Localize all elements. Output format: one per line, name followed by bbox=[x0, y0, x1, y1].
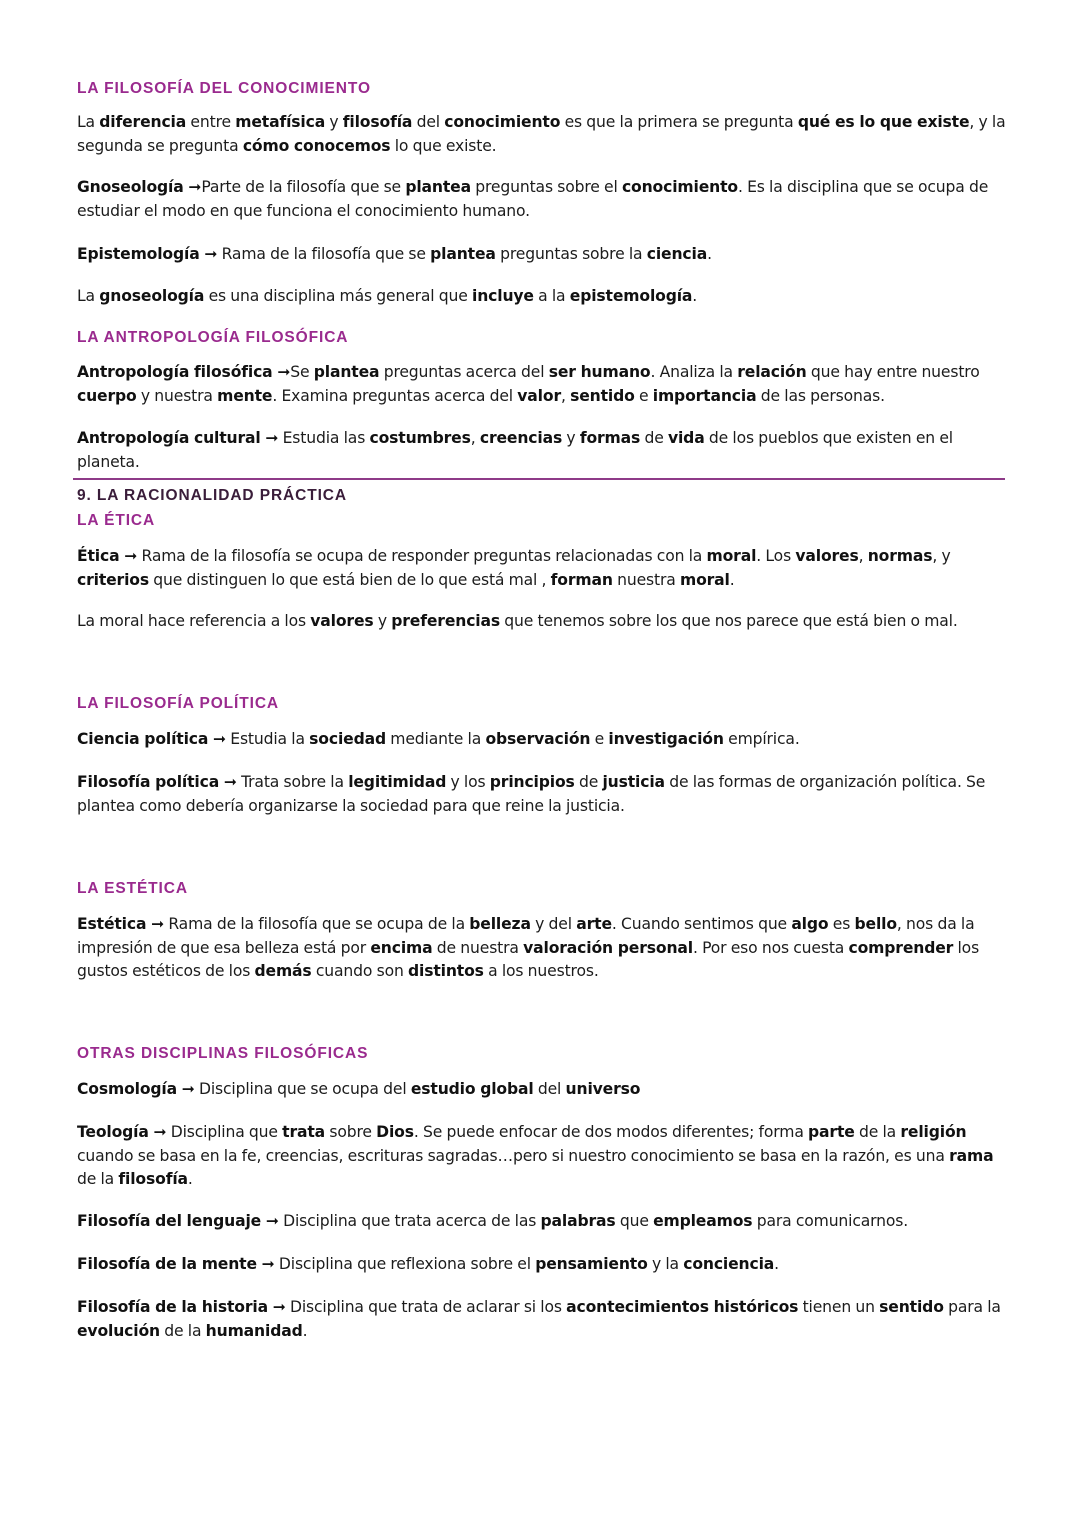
bold-term: ciencia bbox=[646, 245, 708, 263]
text-run: de los pueblos que existen en el planeta. bbox=[77, 429, 953, 471]
text-run: , nos da la impresión de que esa belleza está por bbox=[77, 915, 975, 957]
bold-term: importancia bbox=[652, 386, 757, 405]
bold-term: incluye bbox=[472, 287, 534, 305]
text-run: de bbox=[640, 429, 668, 447]
text-run: . Es la disciplina que se ocupa de estudiar el modo en que funciona el conocimiento humano. bbox=[77, 178, 989, 220]
bold-term: Epistemología ➞ bbox=[77, 245, 218, 263]
text-run: Rama de la filosofía se ocupa de responder preguntas relacionadas con la bbox=[137, 547, 707, 565]
text-run: empírica. bbox=[723, 730, 800, 748]
paragraph bbox=[77, 610, 1007, 634]
bold-term: Filosofía del lenguaje ➞ bbox=[77, 1212, 279, 1230]
bold-term: encima bbox=[370, 938, 433, 957]
bold-term: palabras bbox=[540, 1212, 616, 1230]
text-run: tienen un bbox=[798, 1298, 880, 1316]
bold-term: humanidad bbox=[205, 1321, 303, 1340]
section-divider bbox=[73, 478, 1005, 480]
section-heading-antropologia: LA ANTROPOLOGÍA FILOSÓFICA bbox=[77, 329, 349, 346]
bold-term: Filosofía de la historia ➞ bbox=[77, 1298, 286, 1316]
text-run: y la bbox=[647, 1255, 684, 1273]
bold-term: Ciencia política ➞ bbox=[77, 730, 226, 748]
text-run: es bbox=[828, 915, 855, 933]
bold-term: sentido bbox=[570, 386, 635, 405]
bold-term: valores bbox=[310, 612, 374, 630]
text-run: Trata sobre la bbox=[236, 773, 349, 791]
text-run: . Los bbox=[756, 547, 796, 565]
text-run: mediante la bbox=[385, 730, 486, 748]
bold-term: cómo conocemos bbox=[242, 136, 391, 155]
bold-term: sentido bbox=[879, 1298, 944, 1316]
bold-term: algo bbox=[791, 915, 829, 933]
text-run: La bbox=[77, 287, 100, 305]
definition-teologia bbox=[77, 1121, 1007, 1192]
text-run: y bbox=[373, 612, 392, 630]
text-run: . bbox=[707, 245, 712, 263]
paragraph bbox=[77, 285, 1007, 309]
bold-term: justicia bbox=[602, 773, 665, 791]
bold-term: moral bbox=[706, 547, 757, 565]
bold-term: qué es lo que existe bbox=[797, 113, 970, 131]
bold-term: relación bbox=[737, 363, 807, 381]
definition-etica bbox=[77, 545, 1007, 592]
text-run: y bbox=[562, 429, 580, 447]
bold-term: acontecimientos históricos bbox=[566, 1298, 799, 1316]
definition-filosofia-politica bbox=[77, 771, 1007, 818]
bold-term: mente bbox=[217, 386, 273, 405]
text-run: . bbox=[729, 570, 735, 589]
text-run: preguntas sobre el bbox=[470, 178, 622, 196]
text-run: de la bbox=[854, 1123, 901, 1141]
bold-term: empleamos bbox=[653, 1212, 753, 1230]
text-run: para comunicarnos. bbox=[752, 1212, 909, 1230]
text-run: es que la primera se pregunta bbox=[560, 113, 798, 131]
text-run: y los bbox=[446, 773, 490, 791]
text-run: Estudia las bbox=[278, 429, 370, 447]
text-run: Disciplina que reflexiona sobre el bbox=[274, 1255, 536, 1273]
text-run: Disciplina que trata de aclarar si los bbox=[285, 1298, 567, 1316]
text-run: . bbox=[302, 1321, 308, 1340]
definition-filosofia-historia bbox=[77, 1296, 1007, 1343]
bold-term: Gnoseología ➞ bbox=[77, 178, 202, 196]
section-heading-politica: LA FILOSOFÍA POLÍTICA bbox=[77, 695, 280, 712]
bold-term: estudio global bbox=[410, 1080, 534, 1098]
text-run: de las personas. bbox=[756, 386, 885, 405]
bold-term: conocimiento bbox=[444, 113, 561, 131]
text-run: . Por eso nos cuesta bbox=[692, 938, 849, 957]
bold-term: legitimidad bbox=[348, 773, 447, 791]
definition-filosofia-lenguaje bbox=[77, 1210, 1007, 1234]
bold-term: Ética ➞ bbox=[77, 547, 138, 565]
text-run: Se bbox=[290, 363, 314, 381]
bold-term: Dios bbox=[376, 1123, 414, 1141]
text-run: los gustos estéticos de los bbox=[77, 938, 980, 980]
bold-term: moral bbox=[679, 570, 730, 589]
bold-term: religión bbox=[900, 1123, 967, 1141]
text-run: Rama de la filosofía que se ocupa de la bbox=[164, 915, 470, 933]
bold-term: gnoseología bbox=[99, 287, 205, 305]
text-run: de la bbox=[77, 1170, 119, 1188]
text-run: de nuestra bbox=[432, 938, 524, 957]
bold-term: valoración personal bbox=[523, 938, 693, 957]
bold-term: belleza bbox=[469, 915, 531, 933]
text-run: . bbox=[774, 1255, 779, 1273]
text-run: nuestra bbox=[612, 570, 680, 589]
text-run: Disciplina que se ocupa del bbox=[194, 1080, 411, 1098]
section-heading-etica: LA ÉTICA bbox=[77, 512, 156, 529]
bold-term: demás bbox=[254, 962, 312, 980]
bold-term: Estética ➞ bbox=[77, 915, 165, 933]
text-run: cuando se basa en la fe, creencias, escrituras sagradas…pero si nuestro conocimiento se basa en la razón, es una bbox=[77, 1146, 950, 1165]
bold-term: epistemología bbox=[569, 287, 693, 305]
definition-cosmologia bbox=[77, 1078, 1007, 1102]
bold-term: criterios bbox=[77, 570, 149, 589]
text-run: preguntas acerca del bbox=[379, 363, 549, 381]
definition-ciencia-politica bbox=[77, 728, 1007, 752]
bold-term: valor bbox=[517, 386, 561, 405]
bold-term: sociedad bbox=[309, 730, 386, 748]
bold-term: comprender bbox=[848, 938, 954, 957]
bold-term: forman bbox=[550, 570, 613, 589]
text-run: La moral hace referencia a los bbox=[77, 612, 311, 630]
bold-term: metafísica bbox=[235, 113, 326, 131]
bold-term: arte bbox=[576, 915, 612, 933]
bold-term: ser humano bbox=[548, 363, 651, 381]
text-run: . Analiza la bbox=[650, 363, 738, 381]
text-run: de las formas de organización política. Se plantea como debería organizarse la sociedad para que reine la justicia. bbox=[77, 773, 986, 815]
definition-filosofia-mente bbox=[77, 1253, 1007, 1277]
text-run: que bbox=[615, 1212, 654, 1230]
text-run: , bbox=[470, 429, 480, 447]
text-run: para la bbox=[943, 1298, 1001, 1316]
text-run: . bbox=[187, 1170, 193, 1188]
text-run: , y bbox=[932, 547, 951, 565]
bold-term: bello bbox=[854, 915, 897, 933]
bold-term: trata bbox=[282, 1123, 326, 1141]
text-run: a los nuestros. bbox=[483, 962, 599, 980]
bold-term: universo bbox=[565, 1080, 641, 1098]
text-run: lo que existe. bbox=[390, 136, 497, 155]
paragraph bbox=[77, 111, 1007, 158]
bold-term: conciencia bbox=[683, 1255, 775, 1273]
bold-term: parte bbox=[808, 1123, 855, 1141]
text-run: es una disciplina más general que bbox=[204, 287, 473, 305]
bold-term: costumbres bbox=[369, 429, 471, 447]
bold-term: plantea bbox=[430, 245, 496, 263]
text-run: Disciplina que bbox=[166, 1123, 283, 1141]
text-run: Disciplina que trata acerca de las bbox=[278, 1212, 541, 1230]
bold-term: Antropología cultural ➞ bbox=[77, 429, 279, 447]
section-heading-conocimiento: LA FILOSOFÍA DEL CONOCIMIENTO bbox=[77, 80, 371, 97]
text-run: . Cuando sentimos que bbox=[611, 915, 792, 933]
bold-term: formas bbox=[579, 429, 641, 447]
definition-estetica bbox=[77, 913, 1007, 984]
bold-term: Teología ➞ bbox=[77, 1123, 167, 1141]
text-run: e bbox=[590, 730, 609, 748]
text-run: de la bbox=[159, 1321, 206, 1340]
bold-term: plantea bbox=[405, 178, 471, 196]
text-run: que distinguen lo que está bien de lo que está mal , bbox=[149, 570, 551, 589]
definition-antropologia-cultural bbox=[77, 427, 1007, 474]
bold-term: creencias bbox=[479, 429, 563, 447]
text-run: entre bbox=[186, 113, 236, 131]
text-run: Parte de la filosofía que se bbox=[201, 178, 406, 196]
text-run: que tenemos sobre los que nos parece que está bien o mal. bbox=[499, 612, 958, 630]
bold-term: valores bbox=[795, 547, 859, 565]
definition-gnoseologia bbox=[77, 176, 1007, 223]
text-run: e bbox=[634, 386, 653, 405]
bold-term: filosofía bbox=[342, 113, 413, 131]
text-run: a la bbox=[533, 287, 570, 305]
bold-term: Cosmología ➞ bbox=[77, 1080, 195, 1098]
bold-term: normas bbox=[867, 547, 933, 565]
text-run: . Se puede enfocar de dos modos diferentes; forma bbox=[413, 1123, 809, 1141]
text-run: preguntas sobre la bbox=[495, 245, 647, 263]
text-run: , bbox=[560, 386, 571, 405]
text-run: y bbox=[325, 113, 343, 131]
bold-term: preferencias bbox=[391, 612, 500, 630]
text-run: . bbox=[692, 287, 698, 305]
text-run: , y la segunda se pregunta bbox=[77, 113, 1006, 155]
bold-term: principios bbox=[489, 773, 575, 791]
bold-term: investigación bbox=[608, 730, 724, 748]
text-run: , bbox=[858, 547, 868, 565]
definition-antropologia-filosofica bbox=[77, 361, 1007, 408]
bold-term: filosofía bbox=[118, 1170, 188, 1188]
text-run: del bbox=[412, 113, 445, 131]
bold-term: plantea bbox=[313, 363, 380, 381]
section-heading-estetica: LA ESTÉTICA bbox=[77, 880, 188, 897]
bold-term: Filosofía política ➞ bbox=[77, 773, 237, 791]
bold-term: cuerpo bbox=[77, 386, 137, 405]
bold-term: distintos bbox=[408, 962, 484, 980]
bold-term: Antropología filosófica ➞ bbox=[77, 363, 291, 381]
text-run: del bbox=[533, 1080, 566, 1098]
definition-epistemologia bbox=[77, 243, 1007, 267]
text-run: y nuestra bbox=[136, 386, 218, 405]
text-run: que hay entre nuestro bbox=[806, 363, 980, 381]
text-run: sobre bbox=[325, 1123, 377, 1141]
text-run: La bbox=[77, 113, 100, 131]
text-run: cuando son bbox=[311, 962, 409, 980]
text-run: de bbox=[574, 773, 603, 791]
section-heading-otras-disciplinas: OTRAS DISCIPLINAS FILOSÓFICAS bbox=[77, 1045, 369, 1062]
bold-term: vida bbox=[667, 429, 705, 447]
bold-term: diferencia bbox=[99, 113, 187, 131]
chapter-heading: 9. LA RACIONALIDAD PRÁCTICA bbox=[77, 487, 347, 504]
text-run: Estudia la bbox=[225, 730, 310, 748]
bold-term: conocimiento bbox=[621, 178, 738, 196]
text-run: . Examina preguntas acerca del bbox=[272, 386, 518, 405]
text-run: Rama de la filosofía que se bbox=[217, 245, 431, 263]
bold-term: Filosofía de la mente ➞ bbox=[77, 1255, 275, 1273]
text-run: y del bbox=[530, 915, 577, 933]
bold-term: observación bbox=[485, 730, 591, 748]
bold-term: rama bbox=[949, 1146, 994, 1165]
bold-term: evolución bbox=[77, 1321, 160, 1340]
bold-term: pensamiento bbox=[535, 1255, 648, 1273]
